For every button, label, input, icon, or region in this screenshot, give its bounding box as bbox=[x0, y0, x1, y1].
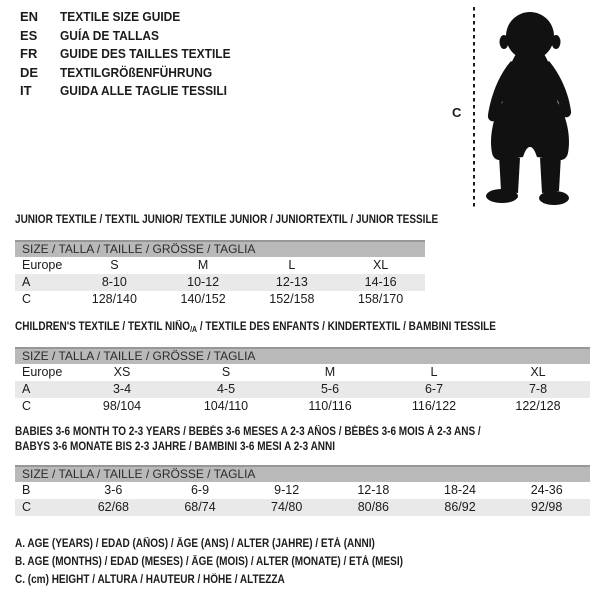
size-cell: 122/128 bbox=[515, 399, 561, 413]
junior-table-rows bbox=[15, 257, 425, 308]
size-header-band: SIZE / TALLA / TAILLE / GRÖSSE / TAGLIA bbox=[15, 242, 425, 257]
size-cell: 7-8 bbox=[528, 382, 548, 396]
size-cell: 3-4 bbox=[112, 382, 132, 396]
language-code: IT bbox=[20, 83, 32, 99]
table-row bbox=[15, 398, 590, 415]
size-cell: L bbox=[288, 258, 296, 272]
size-cell: 68/74 bbox=[184, 500, 216, 514]
language-code: DE bbox=[20, 64, 39, 80]
table-row bbox=[15, 381, 590, 398]
table-row bbox=[15, 274, 425, 291]
size-cell: S bbox=[221, 365, 231, 379]
size-cell: S bbox=[110, 258, 119, 272]
language-title-block bbox=[20, 8, 245, 101]
size-cell: 128/140 bbox=[91, 292, 137, 306]
row-label: C bbox=[22, 500, 32, 514]
language-row bbox=[20, 45, 245, 64]
size-cell: 74/80 bbox=[271, 500, 303, 514]
children-title-text-cont: / TEXTILE DES ENFANTS / KINDERTEXTIL / BAMBINI TESSILE bbox=[197, 321, 496, 333]
size-cell: 110/116 bbox=[308, 399, 352, 413]
junior-section bbox=[15, 214, 439, 308]
language-row bbox=[20, 27, 245, 46]
children-section bbox=[15, 321, 590, 415]
row-label: C bbox=[22, 399, 32, 413]
babies-table-rows bbox=[15, 482, 590, 516]
babies-section-title bbox=[15, 425, 515, 454]
baby-silhouette-shape bbox=[486, 12, 571, 205]
children-section-title bbox=[15, 321, 515, 336]
babies-title-line1: BABIES 3-6 MONTH TO 2-3 YEARS / BEBÉS 3-6 MESES A 2-3 AÑOS / BÉBÉS 3-6 MOIS À 2-3 ANS / bbox=[15, 426, 481, 438]
footnote-c: C. (cm) HEIGHT / ALTURA / HAUTEUR / HÖHE / ALTEZZA bbox=[15, 574, 285, 586]
size-cell: 92/98 bbox=[531, 500, 563, 514]
table-row bbox=[15, 499, 590, 516]
size-cell: 158/170 bbox=[358, 292, 404, 306]
babies-section bbox=[15, 425, 590, 516]
babies-size-table bbox=[15, 465, 590, 516]
language-guide-title: GUIDE DES TAILLES TEXTILE bbox=[60, 46, 231, 62]
size-cell: 24-36 bbox=[530, 483, 563, 497]
language-code: FR bbox=[20, 46, 38, 62]
row-label: B bbox=[22, 483, 31, 497]
size-cell: M bbox=[324, 365, 336, 379]
table-row bbox=[15, 364, 590, 381]
language-guide-title: TEXTILGRÖßENFÜHRUNG bbox=[60, 64, 213, 80]
size-header-band: SIZE / TALLA / TAILLE / GRÖSSE / TAGLIA bbox=[15, 349, 590, 364]
size-cell: XL bbox=[530, 365, 546, 379]
table-row bbox=[15, 257, 425, 274]
size-cell: 140/152 bbox=[180, 292, 226, 306]
size-cell: M bbox=[197, 258, 209, 272]
size-cell: 18-24 bbox=[444, 483, 477, 497]
row-label: Europe bbox=[22, 365, 63, 379]
footnote-a: A. AGE (YEARS) / EDAD (AÑOS) / ÂGE (ANS) / ALTER (JAHRE) / ETÀ (ANNI) bbox=[15, 538, 375, 550]
size-cell: 12-18 bbox=[357, 483, 390, 497]
language-row bbox=[20, 8, 245, 27]
size-cell: 86/92 bbox=[444, 500, 476, 514]
size-cell: XL bbox=[372, 258, 389, 272]
footnotes-block bbox=[15, 535, 461, 589]
size-cell: 98/104 bbox=[102, 399, 142, 413]
size-header-band: SIZE / TALLA / TAILLE / GRÖSSE / TAGLIA bbox=[15, 467, 590, 482]
language-code: EN bbox=[20, 9, 39, 24]
row-label: A bbox=[22, 275, 31, 289]
language-guide-title: GUIDA ALLE TAGLIE TESSILI bbox=[60, 83, 228, 99]
size-cell: 116/122 bbox=[411, 399, 457, 413]
language-code: ES bbox=[20, 27, 38, 43]
junior-section-title: JUNIOR TEXTILE / TEXTIL JUNIOR/ TEXTILE JUNIOR / JUNIORTEXTIL / JUNIOR TESSILE bbox=[15, 214, 439, 226]
size-cell: 6-9 bbox=[190, 483, 210, 497]
table-row bbox=[15, 482, 590, 499]
language-guide-title: GUÍA DE TALLAS bbox=[60, 27, 160, 43]
size-cell: 5-6 bbox=[320, 382, 340, 396]
size-cell: 14-16 bbox=[364, 275, 397, 289]
children-title-text: CHILDREN'S TEXTILE / TEXTIL NIÑO bbox=[15, 321, 191, 333]
size-cell: XS bbox=[113, 365, 131, 379]
size-cell: 9-12 bbox=[274, 483, 300, 497]
babies-title-line2: BABYS 3-6 MONATE BIS 2-3 JAHRE / BAMBINI 3-6 MESI A 2-3 ANNI bbox=[15, 440, 336, 453]
size-cell: 104/110 bbox=[203, 399, 249, 413]
footnote-b: B. AGE (MONTHS) / EDAD (MESES) / ÂGE (MOIS) / ALTER (MONATE) / ETÀ (MESI) bbox=[15, 556, 403, 568]
table-row bbox=[15, 291, 425, 308]
children-table-rows bbox=[15, 364, 590, 415]
size-cell: 10-12 bbox=[187, 275, 220, 289]
size-cell: 6-7 bbox=[424, 382, 444, 396]
size-cell: 8-10 bbox=[101, 275, 127, 289]
size-cell: 12-13 bbox=[275, 275, 308, 289]
row-label: Europe bbox=[22, 258, 63, 272]
children-size-table bbox=[15, 347, 590, 415]
row-label: C bbox=[22, 292, 32, 306]
children-title-subscript: /A bbox=[190, 325, 198, 334]
language-guide-title: TEXTILE SIZE GUIDE bbox=[60, 9, 181, 24]
size-cell: 3-6 bbox=[104, 483, 123, 497]
size-cell: 62/68 bbox=[97, 500, 129, 514]
size-cell: L bbox=[430, 365, 438, 379]
size-cell: 152/158 bbox=[269, 292, 315, 306]
size-cell: 4-5 bbox=[216, 382, 236, 396]
size-cell: 80/86 bbox=[357, 500, 389, 514]
language-row bbox=[20, 82, 245, 101]
row-label: A bbox=[22, 382, 31, 396]
junior-size-table bbox=[15, 240, 425, 308]
baby-silhouette-icon bbox=[440, 5, 590, 210]
height-measure-label: C bbox=[452, 105, 462, 120]
language-row bbox=[20, 64, 245, 83]
